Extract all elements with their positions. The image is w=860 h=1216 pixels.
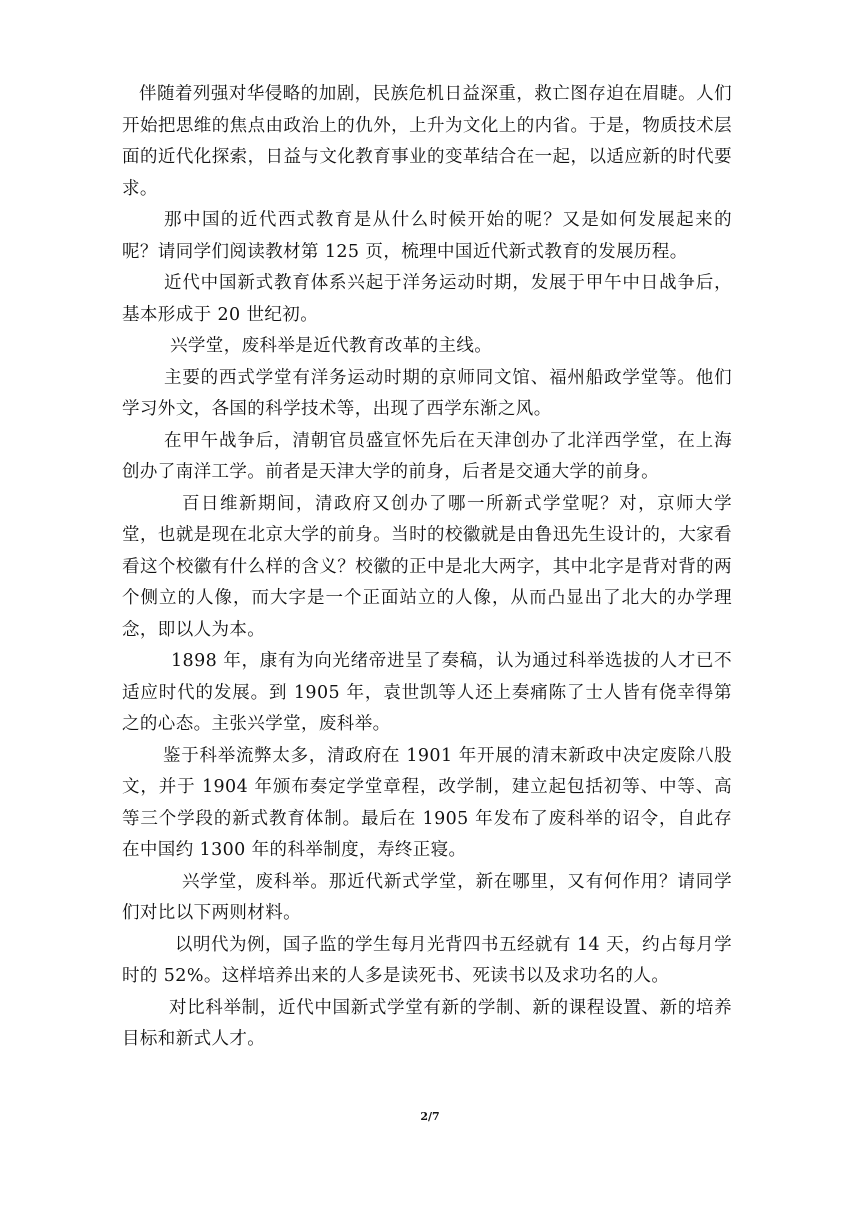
paragraph: 兴学堂，废科举是近代教育改革的主线。 xyxy=(170,336,493,356)
paragraph: 近代中国新式教育体系兴起于洋务运动时期，发展于甲午中日战争后，基本形成于 20 世纪初。 xyxy=(122,273,732,325)
document-body xyxy=(122,79,732,1056)
paragraph: 伴随着列强对华侵略的加剧，民族危机日益深重，救亡图存迫在眉睫。人们开始把思维的焦点由政治上的仇外，上升为文化上的内省。于是，物质技术层面的近代化探索，日益与文化教育事业的变革结合在一起，以适应新的时代要求。 xyxy=(122,84,732,199)
paragraph: 对比科举制，近代中国新式学堂有新的学制、新的课程设置、新的培养目标和新式人才。 xyxy=(122,997,732,1049)
paragraph: 主要的西式学堂有洋务运动时期的京师同文馆、福州船政学堂等。他们学习外文，各国的科学技术等，出现了西学东渐之风。 xyxy=(122,367,732,419)
paragraph: 那中国的近代西式教育是从什么时候开始的呢？又是如何发展起来的呢？请同学们阅读教材第 125 页，梳理中国近代新式教育的发展历程。 xyxy=(122,210,732,262)
paragraph: 以明代为例，国子监的学生每月光背四书五经就有 14 天，约占每月学时的 52%。这样培养出来的人多是读死书、死读书以及求功名的人。 xyxy=(122,934,732,986)
page-number: 2/7 xyxy=(420,1110,440,1123)
paragraph: 鉴于科举流弊太多，清政府在 1901 年开展的清末新政中决定废除八股文，并于 1904 年颁布奏定学堂章程，改学制，建立起包括初等、中等、高等三个学段的新式教育体制。最后在 1905 年发布了废科举的诏令，自此存在中国约 1300 年的科举制度，寿终正寝。 xyxy=(122,745,732,860)
paragraph: 在甲午战争后，清朝官员盛宣怀先后在天津创办了北洋西学堂，在上海创办了南洋工学。前者是天津大学的前身，后者是交通大学的前身。 xyxy=(122,430,732,482)
paragraph: 百日维新期间，清政府又创办了哪一所新式学堂呢？对，京师大学堂，也就是现在北京大学的前身。当时的校徽就是由鲁迅先生设计的，大家看看这个校徽有什么样的含义？校徽的正中是北大两字，其中北字是背对背的两个侧立的人像，而大字是一个正面站立的人像，从而凸显出了北大的办学理念，即以人为本。 xyxy=(122,493,732,640)
paragraph: 1898 年，康有为向光绪帝进呈了奏稿，认为通过科举选拔的人才已不适应时代的发展。到 1905 年，袁世凯等人还上奏痛陈了士人皆有侥幸得第之的心态。主张兴学堂，废科举。 xyxy=(122,651,732,734)
paragraph: 兴学堂，废科举。那近代新式学堂，新在哪里，又有何作用？请同学们对比以下两则材料。 xyxy=(122,871,732,923)
